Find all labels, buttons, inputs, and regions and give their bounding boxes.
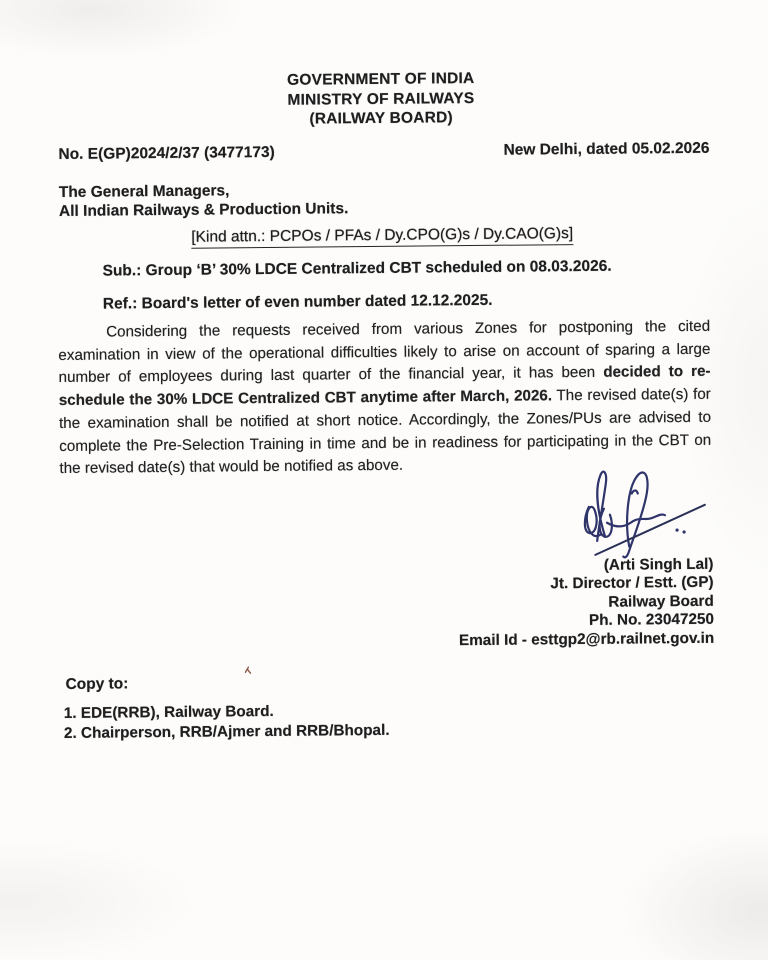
- letterhead-line3: (RAILWAY BOARD): [309, 109, 453, 128]
- kind-attention-line: [0, 223, 766, 250]
- body-text-part1: Considering the requests received from various Zones for postponing the cited examination in view of the operational difficulties likely to arise on account of sparing a large number of employees during last quarter of the financial year, it has been: [58, 317, 711, 387]
- signatory-email: Email Id - esttgp2@rb.railnet.gov.in: [458, 629, 715, 649]
- copy-to-item: 2. Chairperson, RRB/Ajmer and RRB/Bhopal.: [63, 721, 390, 742]
- subject-line: Sub.: Group ‘B’ 30% LDCE Centralized CBT scheduled on 08.03.2026.: [102, 257, 612, 280]
- addressee-line1: The General Managers,: [58, 182, 230, 202]
- signature-scribble-icon: [576, 464, 709, 560]
- ink-speck: [243, 665, 253, 675]
- reference-row: [58, 140, 709, 164]
- letterhead: [0, 66, 765, 132]
- signatory-name: (Arti Singh Lal): [603, 555, 714, 574]
- signatory-organization: Railway Board: [608, 592, 714, 611]
- reference-line: Ref.: Board's letter of even number dated 12.12.2025.: [102, 291, 493, 313]
- place-and-date: New Delhi, dated 05.02.2026: [503, 139, 710, 159]
- letter-number: No. E(GP)2024/2/37 (3477173): [58, 143, 275, 164]
- kind-attention-text: [Kind attn.: PCPOs / PFAs / Dy.CPO(G)s / Dy.CAO(G)s]: [191, 225, 573, 249]
- copy-to-list: [64, 701, 390, 744]
- copy-to-heading: Copy to:: [65, 675, 129, 693]
- body-text-part2: The revised date(s) for the examination shall be notified at short notice. Accordingly, the Zones/PUs are advised to complete the Pre-Selection Training in time and be in readiness for participating in the CBT on the revised date(s) that would be notified as above.: [58, 385, 712, 478]
- signatory-phone: Ph. No. 23047250: [588, 610, 715, 630]
- body-text-bold: decided to re-schedule the 30% LDCE Centralized CBT anytime after March, 2026.: [58, 363, 711, 410]
- signatory-block: [458, 556, 714, 650]
- addressee-block: [59, 181, 349, 221]
- body-paragraph: [58, 316, 711, 481]
- signatory-designation: Jt. Director / Estt. (GP): [550, 574, 714, 593]
- letterhead-line2: MINISTRY OF RAILWAYS: [287, 89, 475, 109]
- addressee-line2: All Indian Railways & Production Units.: [58, 199, 349, 220]
- letterhead-line1: GOVERNMENT OF INDIA: [287, 70, 475, 89]
- copy-to-item: 1. EDE(RRB), Railway Board.: [63, 702, 274, 722]
